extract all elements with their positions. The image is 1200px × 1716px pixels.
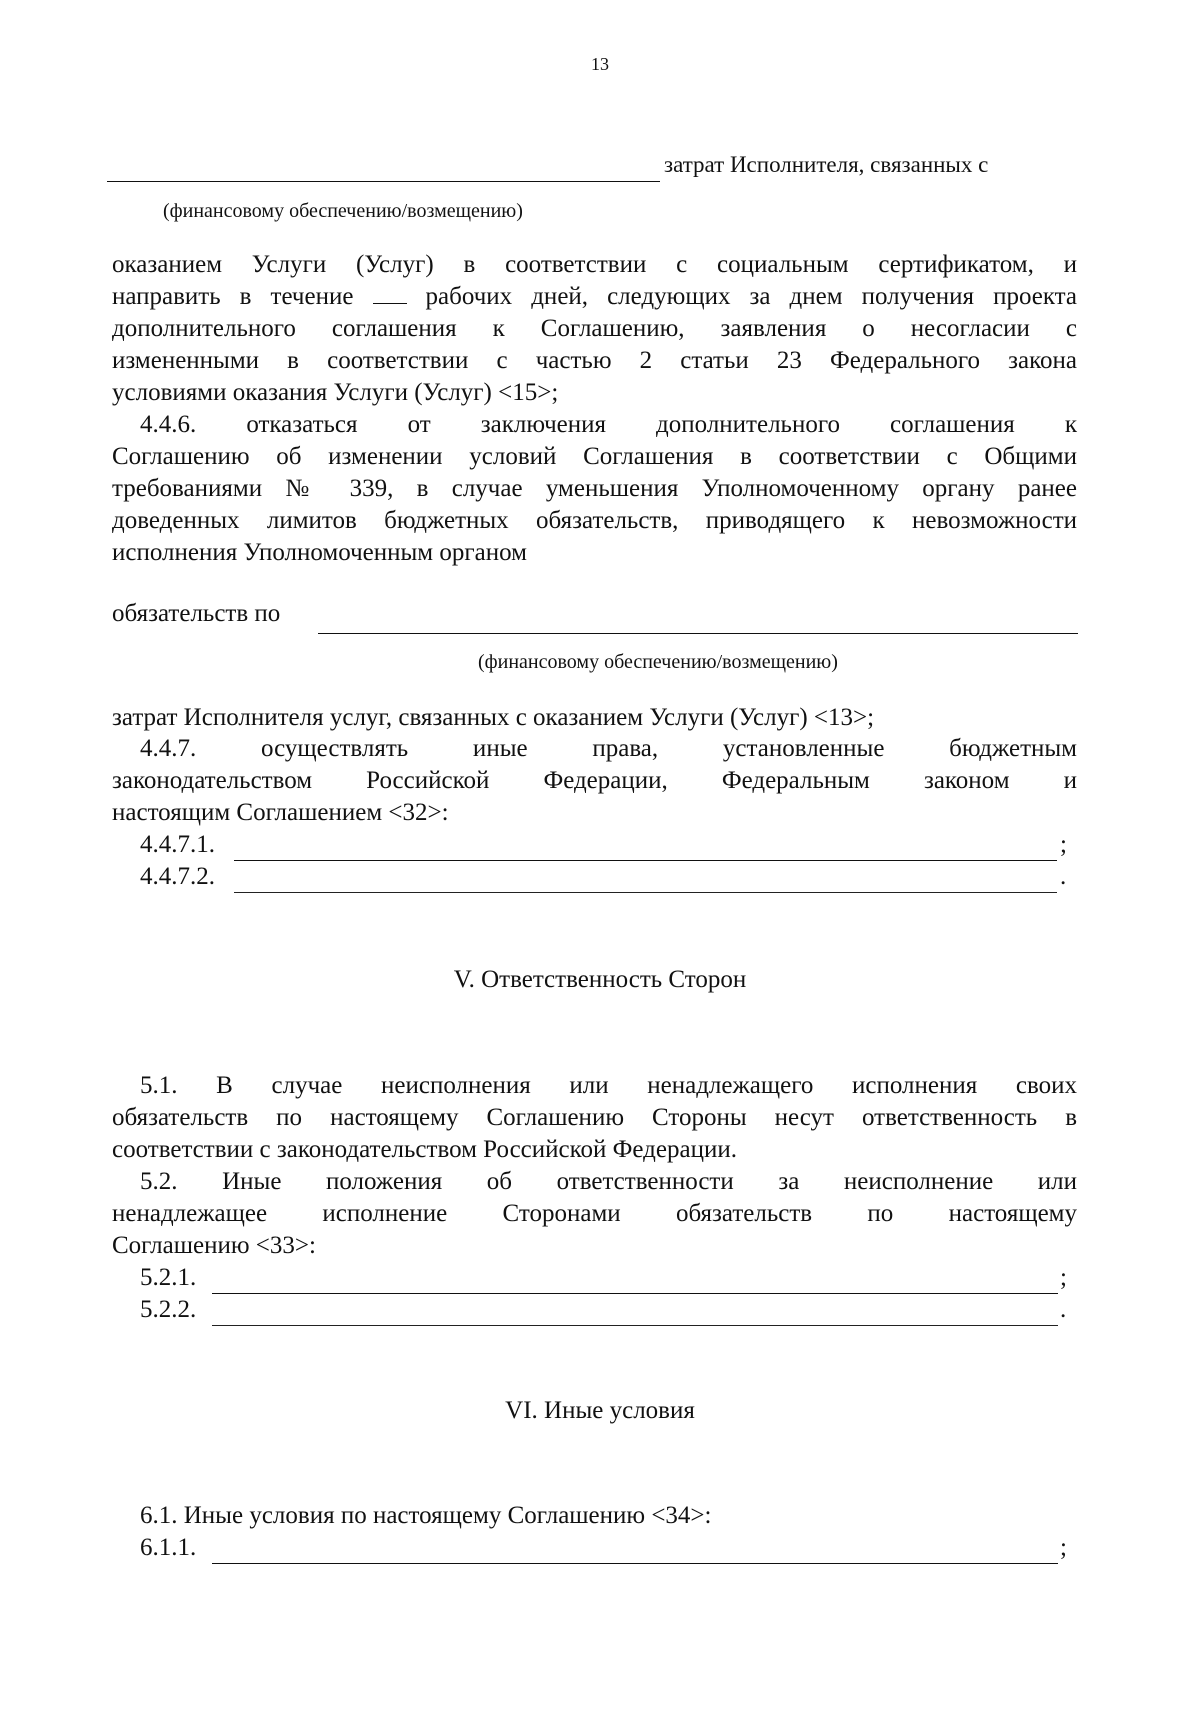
para-447-line-1: 4.4.7. осуществлять иные права, установленные бюджетным [140,735,1077,762]
item-521-end: ; [1060,1264,1067,1291]
para-447-line-2: законодательством Российской Федерации, Федеральным законом и [112,767,1077,794]
item-4471-label: 4.4.7.1. [140,831,215,858]
para-1-line-2-start: направить в течение [112,283,354,310]
p52-line-3: Соглашению <33>: [112,1232,316,1259]
days-blank [373,285,407,304]
p52-line-1: 5.2. Иные положения об ответственности за неисполнение или [140,1168,1077,1195]
page-number: 13 [591,54,609,74]
top-blank-line [107,181,660,182]
item-611-label: 6.1.1. [140,1534,197,1561]
item-522-blank-line [212,1325,1058,1326]
p61-text: 6.1. Иные условия по настоящему Соглашению <34>: [140,1502,712,1529]
obligations-blank-line [318,633,1078,634]
top-caption: (финансовому обеспечению/возмещению) [163,200,523,222]
para-1-line-5: условиями оказания Услуги (Услуг) <15>; [112,379,559,406]
p52-line-2: ненадлежащее исполнение Сторонами обязательств по настоящему [112,1200,1077,1227]
para-447-line-3: настоящим Соглашением <32>: [112,799,449,826]
para-1-line-3: дополнительного соглашения к Соглашению, заявления о несогласии с [112,315,1077,342]
obligations-continuation: затрат Исполнителя услуг, связанных с оказанием Услуги (Услуг) <13>; [112,704,875,731]
para-446-line-5: исполнения Уполномоченным органом [112,539,527,566]
top-right-text: затрат Исполнителя, связанных с [664,152,989,177]
item-4471-end: ; [1060,831,1067,858]
para-1-line-2-end: рабочих дней, следующих за днем получения проекта [425,283,1077,310]
para-446-line-3: требованиями № 339, в случае уменьшения Уполномоченному органу ранее [112,475,1077,502]
item-522-label: 5.2.2. [140,1296,197,1323]
item-4472-blank-line [234,892,1057,893]
para-446-line-2: Соглашению об изменении условий Соглашения в соответствии с Общими [112,443,1077,470]
para-1-line-2 [112,281,1077,313]
p51-line-3: соответствии с законодательством Российской Федерации. [112,1136,737,1163]
para-1-line-1: оказанием Услуги (Услуг) в соответствии с социальным сертификатом, и [112,251,1077,278]
item-521-blank-line [212,1293,1058,1294]
obligations-caption: (финансовому обеспечению/возмещению) [478,651,838,673]
item-4472-end: . [1060,863,1067,890]
section-6-heading: VI. Иные условия [505,1397,695,1424]
item-522-end: . [1060,1296,1067,1323]
item-521-label: 5.2.1. [140,1264,197,1291]
obligations-label: обязательств по [112,600,281,627]
item-611-end: ; [1060,1534,1067,1561]
para-446-line-4: доведенных лимитов бюджетных обязательств, приводящего к невозможности [112,507,1077,534]
item-4471-blank-line [234,860,1057,861]
p51-line-1: 5.1. В случае неисполнения или ненадлежащего исполнения своих [140,1072,1077,1099]
item-611-blank-line [212,1563,1058,1564]
item-4472-label: 4.4.7.2. [140,863,215,890]
para-446-line-1: 4.4.6. отказаться от заключения дополнительного соглашения к [140,411,1077,438]
section-5-heading: V. Ответственность Сторон [453,966,747,993]
para-1-line-4: измененными в соответствии с частью 2 статьи 23 Федерального закона [112,347,1077,374]
p51-line-2: обязательств по настоящему Соглашению Стороны несут ответственность в [112,1104,1077,1131]
